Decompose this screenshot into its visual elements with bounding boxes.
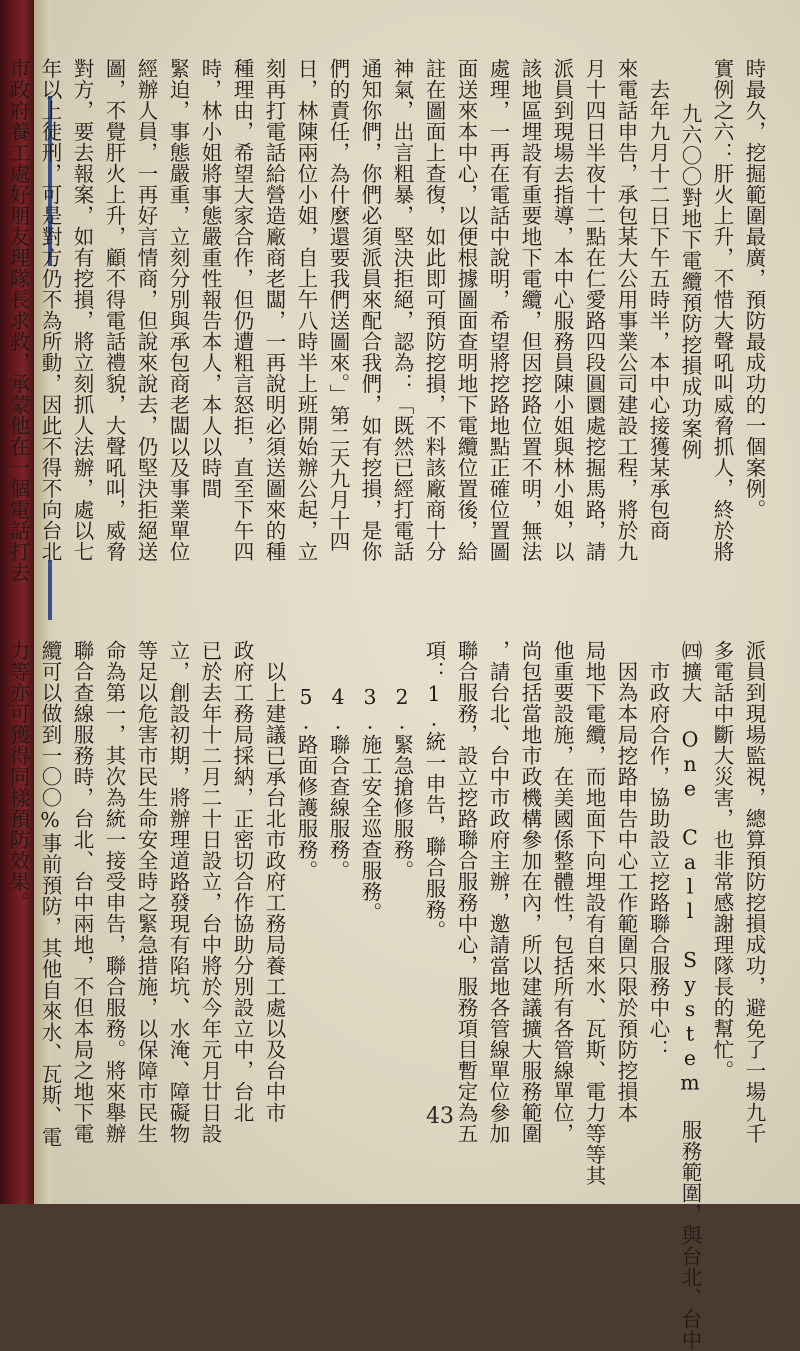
text-line: 緊迫，事態嚴重，立刻分別與承包商老闆以及事業單位 xyxy=(166,58,190,562)
text-line: 力等亦可獲得同樣預防效果。 xyxy=(6,640,30,913)
text-line: 因為本局挖路申告中心工作範圍只限於預防挖損本 xyxy=(614,660,638,1123)
text-line: 們的責任，為什麼還要我們送圖來。」第二天九月十四 xyxy=(326,58,350,552)
text-line: 5.路面修護服務。 xyxy=(294,685,318,882)
page-number: 43 xyxy=(426,1104,454,1129)
text-line: 實例之六：肝火上升，不惜大聲吼叫威脅抓人，終於將 xyxy=(710,58,734,562)
text-line: 該地區埋設有重要地下電纜，但因挖路位置不明，無法 xyxy=(518,58,542,562)
text-line: ㈣擴大 One Call System 服務範圍，與台北、台中 xyxy=(678,640,702,1351)
text-line: 項：1.統一申告，聯合服務。 xyxy=(422,640,446,941)
text-line: 處理，一再在電話中說明，希望將挖路地點正確位置圖 xyxy=(486,58,510,562)
text-line: 註在圖面上查復，如此即可預防挖損，不料該廠商十分 xyxy=(422,58,446,562)
text-line: 月十四日半夜十二點在仁愛路四段圓圜處挖掘馬路，請 xyxy=(582,58,606,562)
text-line: 政府工務局採納，正密切合作協助分別設立中，台北 xyxy=(230,640,254,1123)
text-line: 命為第一，其次為統一接受申告，聯合服務。將來舉辦 xyxy=(102,640,126,1144)
text-line: 面送來本中心，以便根據圖面查明地下電纜位置後，給 xyxy=(454,58,478,562)
text-line: 已於去年十二月二十日設立，台中將於今年元月廿日設 xyxy=(198,640,222,1144)
text-line: 日，林陳兩位小姐，自上午八時半上班開始辦公起，立 xyxy=(294,58,318,562)
text-line: 圖，不覺肝火上升，顧不得電話禮貌，大聲吼叫，威脅 xyxy=(102,58,126,562)
text-line: 多電話中斷大災害，也非常感謝理隊長的幫忙。 xyxy=(710,640,734,1081)
text-line: 4.聯合查線服務。 xyxy=(326,685,350,882)
text-line: 種理由，希望大家合作，但仍遭粗言怒拒，直至下午四 xyxy=(230,58,254,562)
text-line: 局地下電纜，而地面下向埋設有自來水、瓦斯、電力等等其 xyxy=(582,640,606,1186)
text-line: 尚包括當地市政機構參加在內，所以建議擴大服務範圍 xyxy=(518,640,542,1144)
text-line: 2.緊急搶修服務。 xyxy=(390,685,414,882)
text-line: 立，創設初期，將辦理道路發現有陷坑、水淹、障礙物 xyxy=(166,640,190,1144)
text-line: 聯合服務，設立挖路聯合服務中心，服務項目暫定為五 xyxy=(454,640,478,1144)
text-line: 他重要設施，在美國係整體性，包括所有各管線單位， xyxy=(550,640,574,1144)
text-line: 纜可以做到一〇〇%事前預防，其他自來水、瓦斯、電 xyxy=(38,640,62,1148)
text-line: 市政府合作，協助設立挖路聯合服務中心： xyxy=(646,660,670,1060)
text-line: ，請台北、台中市政府主辦，邀請當地各管線單位參加 xyxy=(486,640,510,1144)
text-line: 去年九月十二日下午五時半，本中心接獲某承包商 xyxy=(646,78,670,541)
top-text-block xyxy=(0,58,770,613)
text-line: 派員到現場監視，總算預防挖損成功，避免了一場九千 xyxy=(742,640,766,1144)
text-line: 3.施工安全巡查服務。 xyxy=(358,685,382,924)
text-line xyxy=(0,58,2,613)
text-line: 通知你們，你們必須派員來配合我們，如有挖損，是你 xyxy=(358,58,382,562)
text-line: 九六〇〇對地下電纜預防挖損成功案例 xyxy=(678,103,702,461)
text-line: 經辦人員，一再好言情商，但說來說去，仍堅決拒絕送 xyxy=(134,58,158,562)
book-page xyxy=(6,0,800,1351)
text-line xyxy=(0,640,2,1095)
text-line: 來電話申告，承包某大公用事業公司建設工程，將於九 xyxy=(614,58,638,562)
text-line: 時最久，挖掘範圍最廣，預防最成功的一個案例。 xyxy=(742,58,766,520)
text-line: 等足以危害市民生命安全時之緊急措施，以保障市民生 xyxy=(134,640,158,1144)
text-line: 神氣，出言粗暴，堅決拒絕，認為：「既然已經打電話 xyxy=(390,58,414,562)
text-line: 對方，要去報案，如有挖損，將立刻抓人法辦，處以七 xyxy=(70,58,94,562)
text-line: 時，林小姐將事態嚴重性報告本人，本人以時間 xyxy=(198,58,222,499)
text-line: 刻再打電話給營造廠商老闆，一再說明必須送圖來的種 xyxy=(262,58,286,562)
text-line: 市政府養工處好朋友理隊長求救，承蒙他在一個電話打去 xyxy=(6,58,30,583)
text-line: 年以上徒刑，可是對方仍不為所動，因此不得不向台北 xyxy=(38,58,62,562)
text-line: 以上建議已承台北市政府工務局養工處以及台中市 xyxy=(262,660,286,1123)
text-line: 派員到現場去指導，本中心服務員陳小姐與林小姐，以 xyxy=(550,58,574,562)
text-line: 聯合查線服務時，台北、台中兩地，不但本局之地下電 xyxy=(70,640,94,1144)
